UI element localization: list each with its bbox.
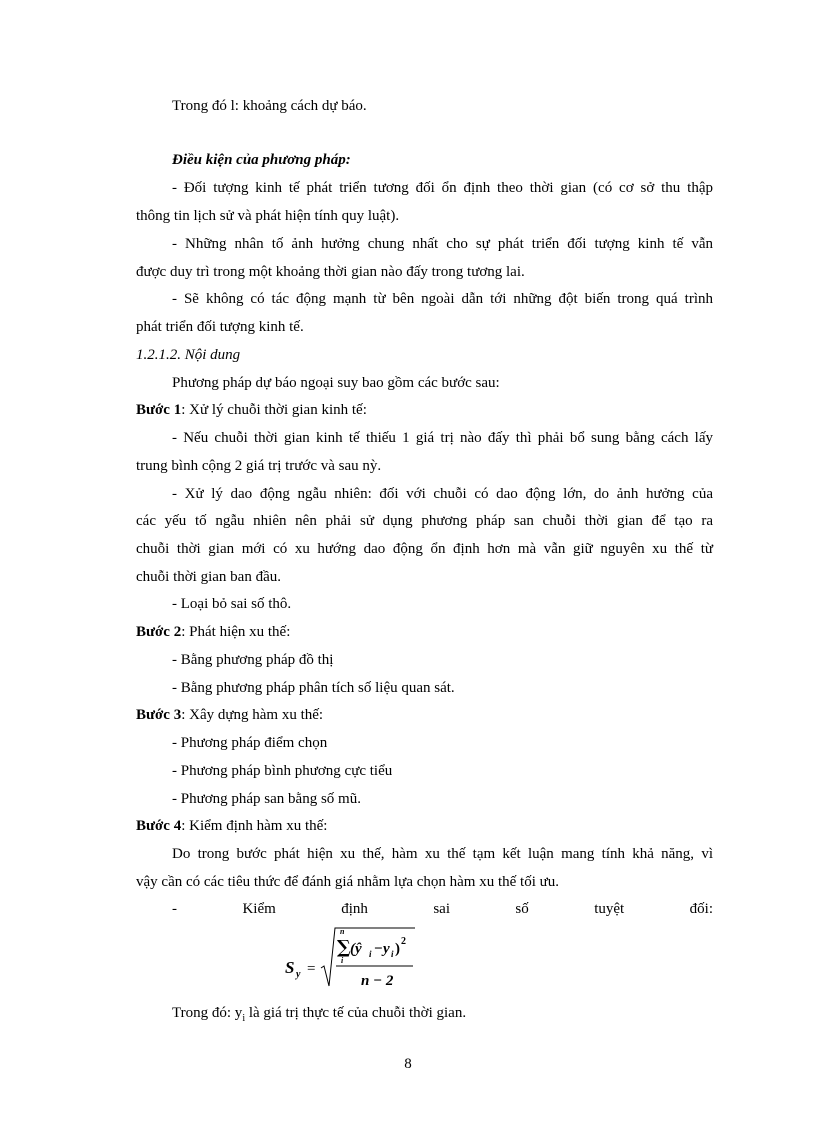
heading-conditions: Điều kiện của phương pháp:	[172, 152, 351, 168]
step-3-label: Bước 3	[136, 707, 182, 723]
step-3	[136, 705, 323, 725]
step-2-label: Bước 2	[136, 624, 182, 640]
intro-paragraph: Phương pháp dự báo ngoại suy bao gồm các bước sau:	[172, 375, 500, 391]
final-prefix: Trong đó: y	[172, 1005, 243, 1021]
step-3-b: - Phương pháp bình phương cực tiểu	[172, 763, 393, 779]
step-4	[136, 816, 327, 836]
step-2-text: : Phát hiện xu thế:	[181, 624, 291, 640]
condition-1-line-1: - Đối tượng kinh tế phát triển tương đối ổn định theo thời gian (có cơ sở thu thập	[172, 180, 713, 196]
sum-upper: n	[340, 927, 345, 936]
step-1-b-line-3: chuỗi thời gian mới có xu hướng dao động ổn định hơn mà vẫn giữ nguyên xu thế từ	[136, 541, 713, 557]
condition-3-line-2: phát triển đối tượng kinh tế.	[136, 319, 304, 335]
step-3-a: - Phương pháp điểm chọn	[172, 735, 328, 751]
step-3-c: - Phương pháp san bằng số mũ.	[172, 791, 361, 807]
formula-equals: =	[307, 961, 316, 977]
standard-error-formula	[283, 924, 423, 994]
step-4-line-1: Do trong bước phát hiện xu thế, hàm xu thế tạm kết luận mang tính khả năng, vì	[172, 846, 713, 862]
step-1-a-line-1: - Nếu chuỗi thời gian kinh tế thiếu 1 giá trị nào đấy thì phải bổ sung bằng cách lấy	[172, 430, 713, 446]
final-sub: i	[242, 1013, 246, 1024]
step-4-text: : Kiểm định hàm xu thế:	[181, 818, 328, 834]
denominator: n − 2	[361, 973, 394, 989]
numerator-square: 2	[401, 936, 406, 947]
step-4-label: Bước 4	[136, 818, 182, 834]
condition-3-line-1: - Sẽ không có tác động mạnh từ bên ngoài dẫn tới những đột biến trong quá trình	[172, 291, 713, 307]
sum-sigma: ∑	[337, 937, 351, 958]
numerator-close: )	[395, 941, 400, 957]
step-3-text: : Xây dựng hàm xu thế:	[181, 707, 324, 723]
final-suffix: là giá trị thực tế của chuỗi thời gian.	[245, 1005, 467, 1021]
condition-2-line-1: - Những nhân tố ảnh hưởng chung nhất cho sự phát triển đối tượng kinh tế vẫn	[172, 236, 713, 252]
step-1	[136, 400, 367, 420]
step-2-a: - Bằng phương pháp đồ thị	[172, 652, 334, 668]
step-1-label: Bước 1	[136, 402, 182, 418]
paragraph-trong-do-l: Trong đó l: khoảng cách dự báo.	[172, 98, 367, 114]
step-1-b-line-2: các yếu tố ngẫu nhiên nên phải sử dụng phương pháp san chuỗi thời gian để tạo ra	[136, 513, 713, 529]
numerator-minus: −	[374, 941, 383, 957]
step-1-a-line-2: trung bình cộng 2 giá trị trước và sau nỳ.	[136, 458, 382, 474]
numerator-y: y	[383, 941, 390, 957]
final-paragraph	[172, 1003, 466, 1029]
formula-lhs: S	[285, 958, 295, 977]
step-2	[136, 622, 290, 642]
sum-lower: i	[341, 956, 344, 965]
step-2-b: - Bằng phương pháp phân tích số liệu quan sát.	[172, 680, 455, 696]
numerator-open: (ŷ	[350, 941, 362, 957]
numerator-sub-2: i	[391, 949, 394, 959]
formula-lhs-sub: y	[296, 969, 301, 980]
numerator-sub-1: i	[369, 949, 372, 959]
step-1-b-line-1: - Xử lý dao động ngẫu nhiên: đối với chuỗi có dao động lớn, do ảnh hưởng của	[172, 486, 713, 502]
condition-1-line-2: thông tin lịch sử và phát hiện tính quy luật).	[136, 208, 400, 224]
step-1-c: - Loại bỏ sai số thô.	[172, 596, 292, 612]
condition-2-line-2: được duy trì trong một khoảng thời gian nào đấy trong tương lai.	[136, 264, 525, 280]
section-heading: 1.2.1.2. Nội dung	[136, 347, 241, 363]
step-4-bullet: - Kiểm định sai số tuyệt đối:	[172, 901, 713, 917]
page-number: 8	[404, 1056, 412, 1072]
step-1-b-line-4: chuỗi thời gian ban đầu.	[136, 569, 281, 585]
step-4-line-2: vậy cần có các tiêu thức để đánh giá nhằm lựa chọn hàm xu thế tối ưu.	[136, 874, 559, 890]
step-1-text: : Xử lý chuỗi thời gian kinh tế:	[181, 402, 367, 418]
